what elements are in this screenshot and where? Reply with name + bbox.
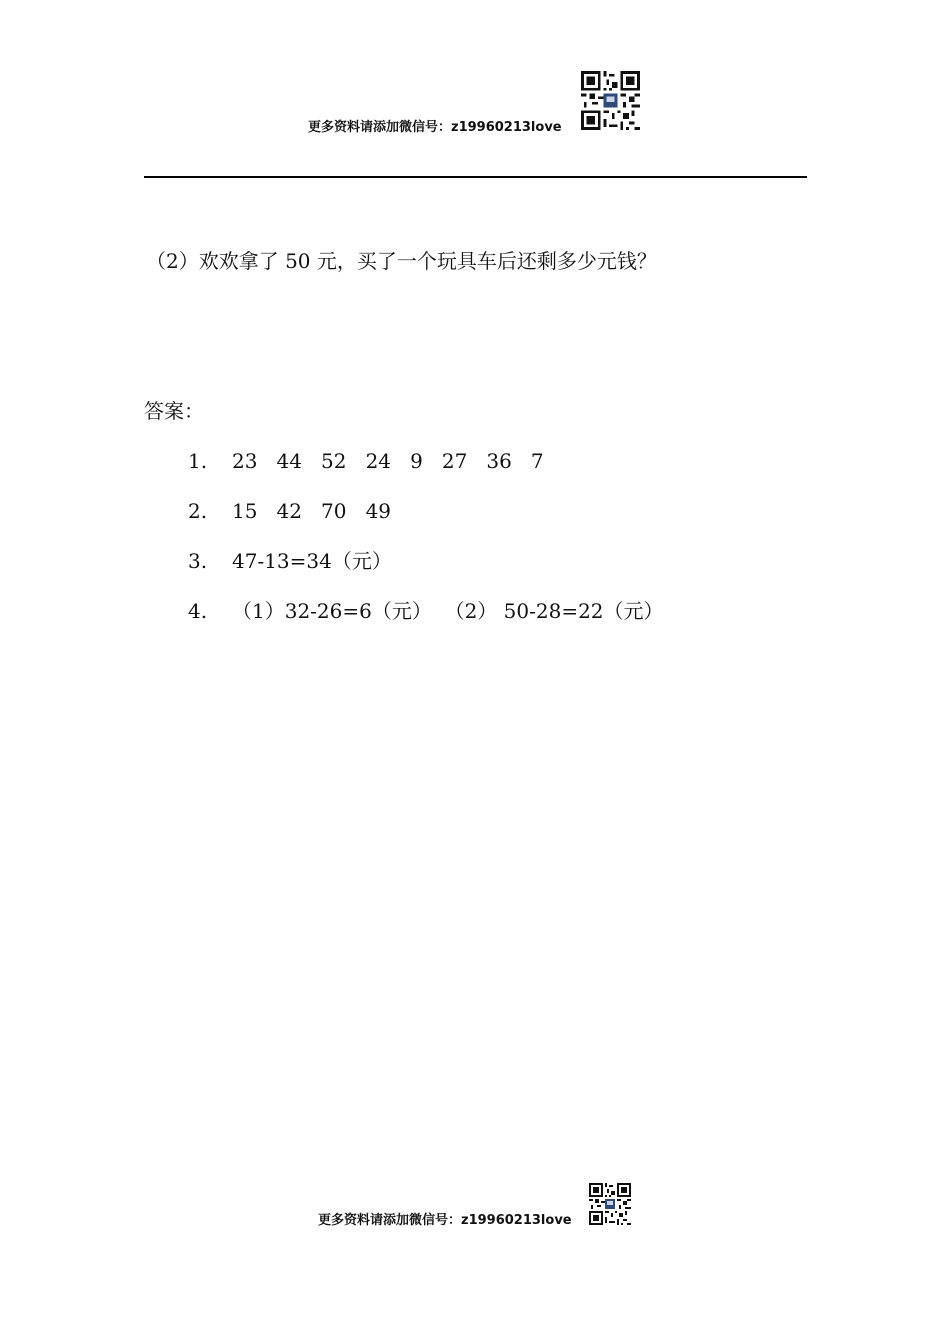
footer-contact-text: 更多资料请添加微信号：z19960213love — [318, 1213, 572, 1228]
answer-item — [188, 498, 391, 524]
qr-code-icon — [589, 1183, 631, 1225]
question-text: （2）欢欢拿了 50 元，买了一个玩具车后还剩多少元钱？ — [146, 249, 657, 273]
answer-item — [188, 448, 544, 474]
header-contact-text: 更多资料请添加微信号：z19960213love — [308, 120, 562, 135]
answer-number: 4. — [188, 599, 208, 623]
answer-text: 47-13=34（元） — [232, 549, 392, 573]
qr-code-icon — [581, 71, 640, 130]
answer-text: （1）32-26=6（元） （2） 50-28=22（元） — [232, 599, 664, 623]
header-divider — [144, 176, 807, 178]
answer-heading: 答案： — [144, 399, 204, 423]
answer-item — [188, 548, 392, 574]
answer-number: 1. — [188, 449, 208, 473]
answer-number: 3. — [188, 549, 208, 573]
answer-item — [188, 598, 664, 624]
answer-number: 2. — [188, 499, 208, 523]
answer-text: 15 42 70 49 — [232, 499, 392, 523]
answer-text: 23 44 52 24 9 27 36 7 — [232, 449, 544, 473]
